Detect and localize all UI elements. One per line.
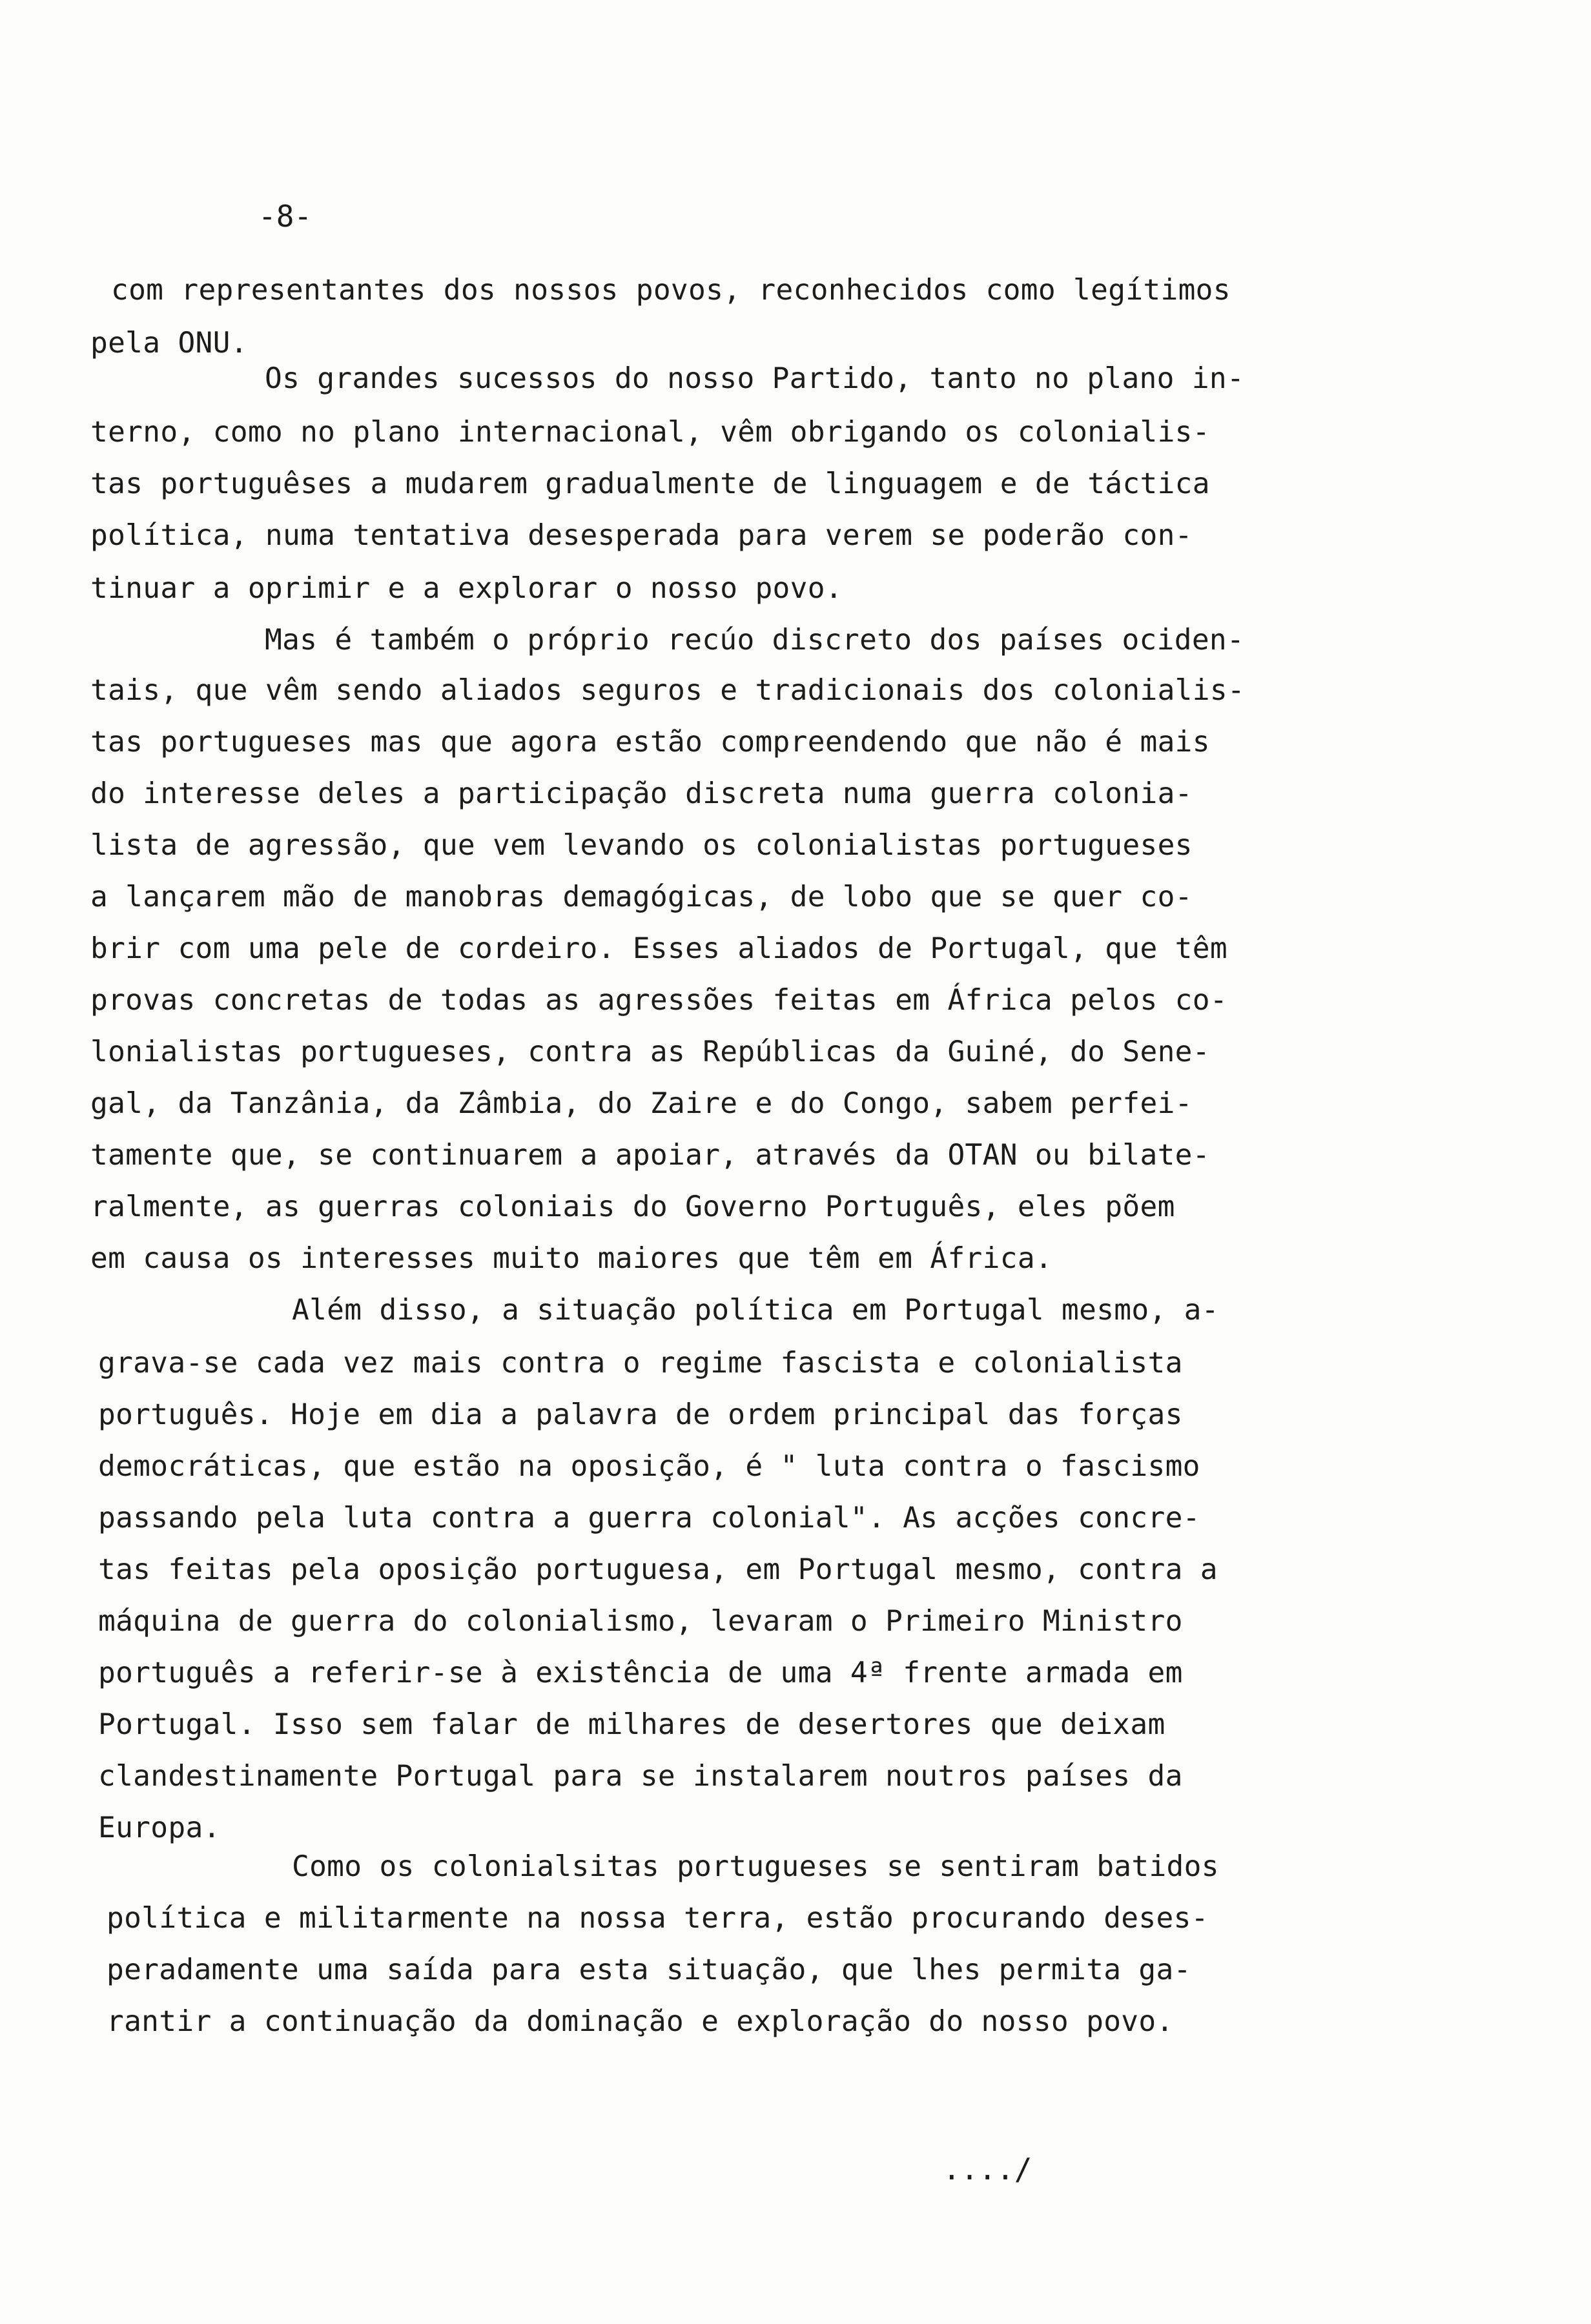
text-line: grava-se cada vez mais contra o regime fascista e colonialista	[98, 1347, 1183, 1380]
text-line: do interesse deles a participação discreta numa guerra colonia-	[90, 777, 1193, 810]
text-line: máquina de guerra do colonialismo, levaram o Primeiro Ministro	[98, 1605, 1183, 1638]
text-line: português. Hoje em dia a palavra de ordem principal das forças	[98, 1398, 1183, 1431]
text-line: com representantes dos nossos povos, reconhecidos como legítimos	[111, 274, 1231, 307]
text-line: tamente que, se continuarem a apoiar, através da OTAN ou bilate-	[90, 1139, 1210, 1172]
text-line: Mas é também o próprio recúo discreto dos países ociden-	[265, 624, 1245, 657]
text-line: tas portuguêses a mudarem gradualmente de linguagem e de táctica	[90, 467, 1210, 500]
text-line: Como os colonialsitas portugueses se sentiram batidos	[292, 1850, 1219, 1883]
continuation-mark: ..../	[943, 2152, 1032, 2186]
text-line: gal, da Tanzânia, da Zâmbia, do Zaire e do Congo, sabem perfei-	[90, 1087, 1193, 1120]
text-line: rantir a continuação da dominação e exploração do nosso povo.	[107, 2005, 1174, 2038]
text-line: democráticas, que estão na oposição, é " luta contra o fascismo	[98, 1450, 1200, 1483]
page-number: -8-	[258, 199, 313, 234]
text-line: tas portugueses mas que agora estão compreendendo que não é mais	[90, 726, 1210, 759]
text-line: Portugal. Isso sem falar de milhares de desertores que deixam	[98, 1708, 1165, 1741]
text-line: lonialistas portugueses, contra as Repúblicas da Guiné, do Sene-	[90, 1035, 1210, 1068]
text-line: pela ONU.	[90, 327, 248, 360]
text-line: em causa os interesses muito maiores que têm em África.	[90, 1242, 1053, 1275]
text-line: provas concretas de todas as agressões feitas em África pelos co-	[90, 984, 1227, 1017]
text-line: tinuar a oprimir e a explorar o nosso povo.	[90, 572, 843, 605]
text-line: lista de agressão, que vem levando os colonialistas portugueses	[90, 829, 1193, 862]
text-line: português a referir-se à existência de uma 4ª frente armada em	[98, 1656, 1183, 1689]
text-line: a lançarem mão de manobras demagógicas, de lobo que se quer co-	[90, 881, 1193, 913]
text-line: política, numa tentativa desesperada para verem se poderão con-	[90, 519, 1193, 552]
text-line: Os grandes sucessos do nosso Partido, tanto no plano in-	[265, 362, 1245, 395]
text-line: tais, que vêm sendo aliados seguros e tradicionais dos colonialis-	[90, 674, 1246, 707]
text-line: Europa.	[98, 1811, 221, 1844]
text-line: tas feitas pela oposição portuguesa, em Portugal mesmo, contra a	[98, 1553, 1218, 1586]
text-line: peradamente uma saída para esta situação, que lhes permita ga-	[107, 1953, 1191, 1986]
text-line: clandestinamente Portugal para se instalarem noutros países da	[98, 1760, 1183, 1793]
text-line: brir com uma pele de cordeiro. Esses aliados de Portugal, que têm	[90, 932, 1227, 965]
text-line: política e militarmente na nossa terra, estão procurando deses-	[107, 1902, 1209, 1935]
text-line: passando pela luta contra a guerra colonial". As acções concre-	[98, 1502, 1200, 1534]
text-line: ralmente, as guerras coloniais do Governo Português, eles põem	[90, 1190, 1175, 1223]
text-line: Além disso, a situação política em Portugal mesmo, a-	[292, 1294, 1219, 1327]
text-line: terno, como no plano internacional, vêm obrigando os colonialis-	[90, 416, 1210, 449]
